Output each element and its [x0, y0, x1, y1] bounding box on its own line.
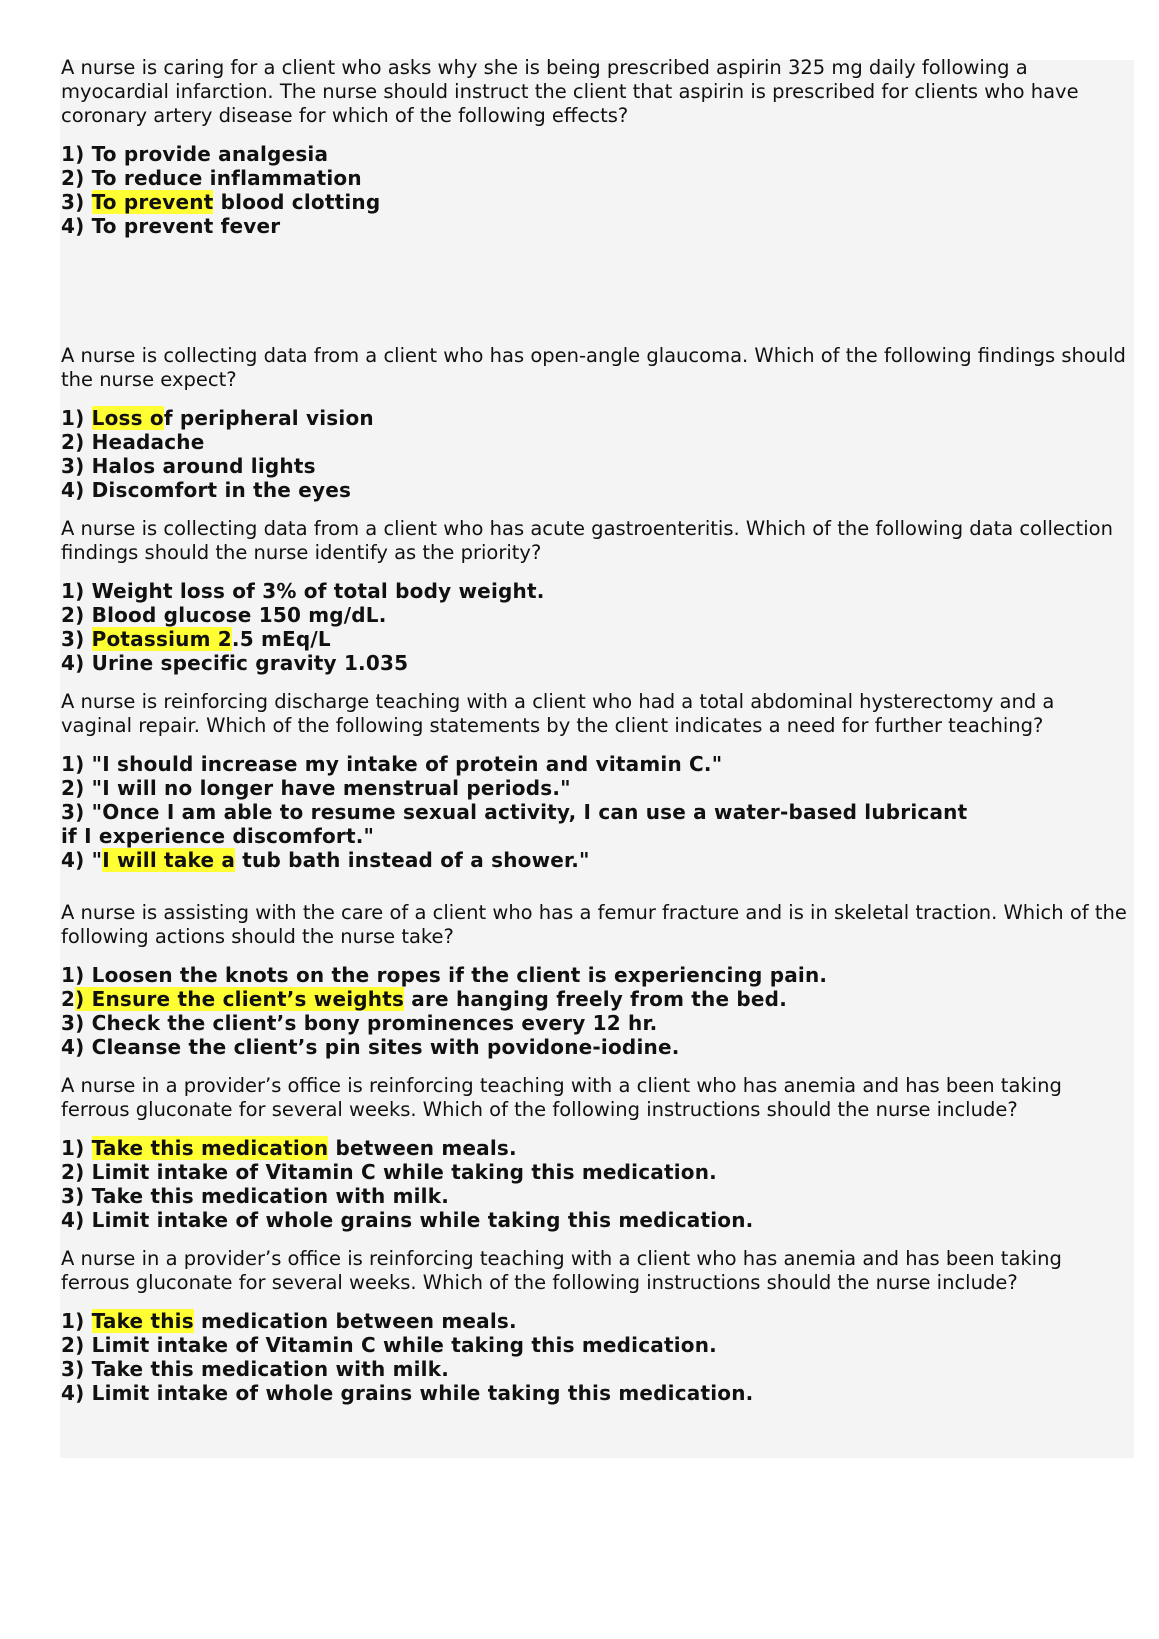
answer-option-2: 2) Limit intake of Vitamin C while taking this medication.: [61, 1160, 717, 1184]
answer-option-4: 4) Limit intake of whole grains while taking this medication.: [61, 1208, 754, 1232]
answer-option-3: 3) To prevent blood clotting: [61, 190, 381, 214]
question-stem: A nurse is caring for a client who asks why she is being prescribed aspirin 325 mg daily following a myocardial infarction. The nurse should instruct the client that aspirin is prescribed for clients who have coronary artery disease for which of the following effects?: [61, 56, 1079, 127]
answer-option-3: 3) Halos around lights: [61, 454, 316, 478]
question-stem: A nurse is assisting with the care of a client who has a femur fracture and is in skeletal traction. Which of the following actions should the nurse take?: [61, 901, 1127, 948]
answer-option-1: 1) Loss of peripheral vision: [61, 406, 374, 430]
answer-option-2: 2) Limit intake of Vitamin C while taking this medication.: [61, 1333, 717, 1357]
question-stem: A nurse in a provider’s office is reinforcing teaching with a client who has anemia and has been taking ferrous gluconate for several weeks. Which of the following instructions should the nurse include?: [61, 1247, 1062, 1294]
answer-option-3: 3) Potassium 2.5 mEq/L: [61, 627, 331, 651]
answer-highlight: ) Ensure the client’s weights: [75, 987, 405, 1011]
answer-option-2: 2) Headache: [61, 430, 205, 454]
answer-option-1: 1) Weight loss of 3% of total body weight.: [61, 579, 545, 603]
answer-option-4: 4) To prevent fever: [61, 214, 281, 238]
answer-option-3: 3) Check the client’s bony prominences every 12 hr.: [61, 1011, 658, 1035]
answer-highlight: To prevent: [91, 190, 214, 214]
question-stem: A nurse is collecting data from a client who has open-angle glaucoma. Which of the following findings should the nurse expect?: [61, 344, 1126, 391]
answer-option-3: 3) Take this medication with milk.: [61, 1184, 450, 1208]
question-stem: A nurse in a provider’s office is reinforcing teaching with a client who has anemia and has been taking ferrous gluconate for several weeks. Which of the following instructions should the nurse include?: [61, 1074, 1062, 1121]
question-block-2: [61, 344, 1131, 502]
question-block-6: [61, 1074, 1131, 1232]
question-block-4: [61, 690, 1131, 872]
answer-option-4: 4) "I will take a tub bath instead of a shower.": [61, 848, 590, 872]
question-block-1: [61, 56, 1131, 238]
question-stem: A nurse is reinforcing discharge teaching with a client who had a total abdominal hysterectomy and a vaginal repair. Which of the following statements by the client indicates a need for further teaching?: [61, 690, 1055, 737]
answer-highlight: Potassium 2: [91, 627, 232, 651]
answer-option-4: 4) Limit intake of whole grains while taking this medication.: [61, 1381, 754, 1405]
answer-highlight: Loss o: [91, 406, 164, 430]
answer-option-2: 2) Blood glucose 150 mg/dL.: [61, 603, 387, 627]
question-block-3: [61, 517, 1131, 675]
answer-highlight: Take this: [91, 1309, 194, 1333]
answer-option-2: 2) Ensure the client’s weights are hanging freely from the bed.: [61, 987, 787, 1011]
answer-option-1: 1) Take this medication between meals.: [61, 1136, 517, 1160]
question-block-7: [61, 1247, 1131, 1405]
answer-option-1: 1) Take this medication between meals.: [61, 1309, 517, 1333]
answer-option-1: 1) To provide analgesia: [61, 142, 329, 166]
answer-highlight: Take this medication: [91, 1136, 329, 1160]
answer-option-3: 3) Take this medication with milk.: [61, 1357, 450, 1381]
answer-option-1: 1) Loosen the knots on the ropes if the client is experiencing pain.: [61, 963, 828, 987]
question-stem: A nurse is collecting data from a client who has acute gastroenteritis. Which of the following data collection findings should the nurse identify as the priority?: [61, 517, 1113, 564]
answer-highlight: I will take a: [102, 848, 236, 872]
answer-option-3: 3) "Once I am able to resume sexual activity, I can use a water-based lubricant if I experience discomfort.": [61, 800, 968, 848]
answer-option-2: 2) "I will no longer have menstrual periods.": [61, 776, 571, 800]
question-block-5: [61, 901, 1131, 1059]
answer-option-4: 4) Urine specific gravity 1.035: [61, 651, 409, 675]
answer-option-2: 2) To reduce inflammation: [61, 166, 362, 190]
answer-option-4: 4) Discomfort in the eyes: [61, 478, 352, 502]
answer-option-1: 1) "I should increase my intake of protein and vitamin C.": [61, 752, 723, 776]
answer-option-4: 4) Cleanse the client’s pin sites with povidone-iodine.: [61, 1035, 680, 1059]
